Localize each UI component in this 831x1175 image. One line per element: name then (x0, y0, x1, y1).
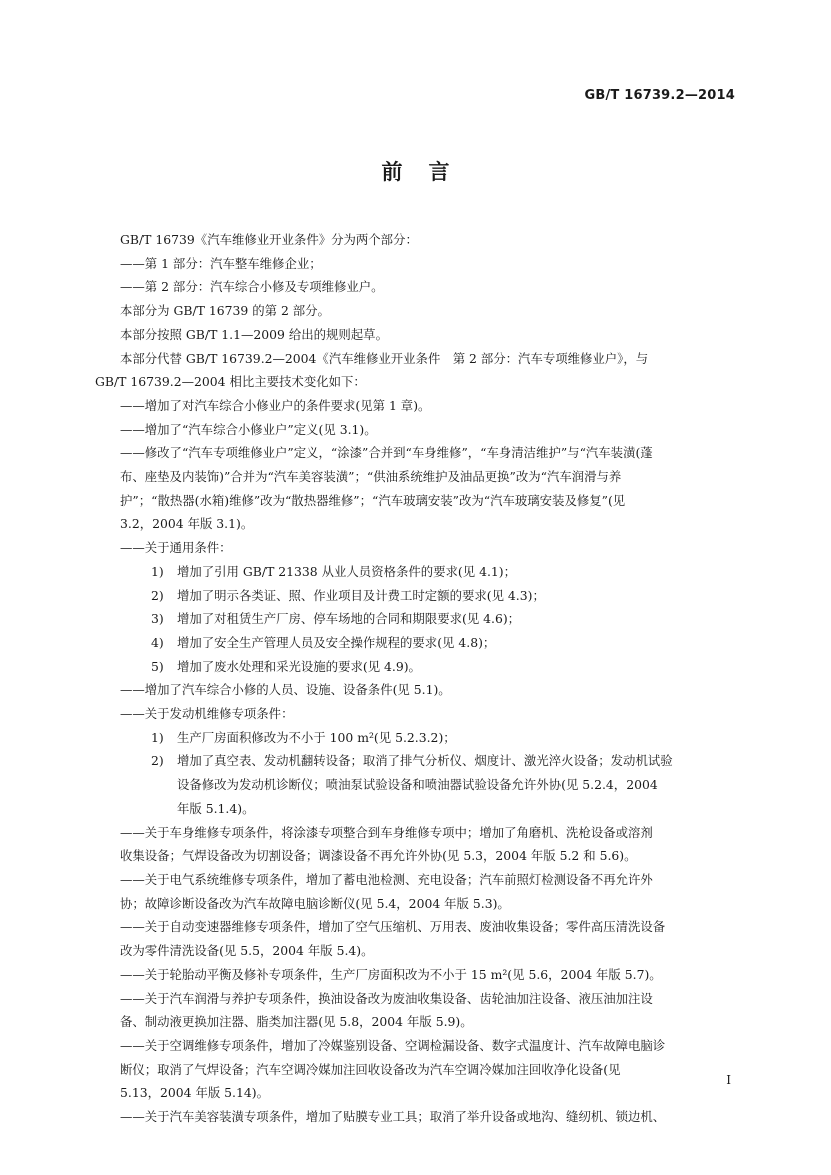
list-item: ——第 1 部分：汽车整车维修企业； (120, 255, 322, 271)
list-item-continuation: 5.13，2004 年版 5.14)。 (120, 1085, 269, 1101)
item-number: 4) (151, 634, 164, 650)
list-item-continuation: 收集设备；气焊设备改为切割设备；调漆设备不再允许外协(见 5.3，2004 年版 5.2 和 5.6)。 (120, 848, 637, 864)
item-number: 1) (151, 563, 164, 579)
list-item: ——修改了“汽车专项维修业户”定义，“涂漆”合并到“车身维修”，“车身清洁维护”与“汽车装潢(蓬 (120, 445, 653, 461)
list-item: ——关于轮胎动平衡及修补专项条件，生产厂房面积改为不小于 15 m²(见 5.6，2004 年版 5.7)。 (120, 966, 662, 982)
sub-list-item (95, 655, 743, 679)
list-item-continuation: 改为零件清洗设备(见 5.5，2004 年版 5.4)。 (120, 943, 374, 959)
sub-list-item (95, 607, 743, 631)
item-number: 2) (151, 753, 164, 769)
list-item-continuation: 协；故障诊断设备改为汽车故障电脑诊断仪(见 5.4，2004 年版 5.3)。 (120, 895, 510, 911)
list-item: ——第 2 部分：汽车综合小修及专项维修业户。 (120, 279, 384, 295)
item-text: 增加了明示各类证、照、作业项目及计费工时定额的要求(见 4.3)； (177, 587, 545, 603)
paragraph: 本部分按照 GB/T 1.1—2009 给出的规则起草。 (120, 326, 388, 342)
standard-code: GB/T 16739.2—2014 (584, 88, 735, 103)
item-text: 设备修改为发动机诊断仪；喷油泵试验设备和喷油器试验设备允许外协(见 5.2.4，2004 (177, 777, 658, 793)
list-item: ——关于电气系统维修专项条件，增加了蓄电池检测、充电设备；汽车前照灯检测设备不再允许外 (120, 871, 653, 887)
page-title: 前言 (381, 160, 476, 184)
paragraph: GB/T 16739《汽车维修业开业条件》分为两个部分： (120, 232, 418, 247)
document-body (95, 228, 743, 1129)
paragraph: GB/T 16739.2—2004 相比主要技术变化如下： (95, 374, 366, 390)
list-item-continuation: 护”；“散热器(水箱)维修”改为“散热器维修”；“汽车玻璃安装”改为“汽车玻璃安装及修复”(见 (120, 492, 626, 508)
paragraph: 本部分为 GB/T 16739 的第 2 部分。 (120, 303, 330, 319)
sub-list-item-continuation (95, 773, 743, 797)
page-number: I (726, 1073, 731, 1087)
list-item: ——关于汽车润滑与养护专项条件，换油设备改为废油收集设备、齿轮油加注设备、液压油加注设 (120, 990, 653, 1006)
sub-list-item (95, 631, 743, 655)
list-item-continuation: 断仪；取消了气焊设备；汽车空调冷媒加注回收设备改为汽车空调冷媒加注回收净化设备(见 (120, 1061, 621, 1077)
item-text: 年版 5.1.4)。 (177, 800, 255, 816)
item-text: 增加了废水处理和采光设施的要求(见 4.9)。 (177, 658, 421, 674)
list-item: ——增加了“汽车综合小修业户”定义(见 3.1)。 (120, 421, 377, 437)
sub-list-item (95, 749, 743, 773)
paragraph: 本部分代替 GB/T 16739.2—2004《汽车维修业开业条件 第 2 部分：汽车专项维修业户》，与 (120, 350, 649, 366)
list-item: ——关于通用条件： (120, 540, 232, 556)
item-number: 5) (151, 658, 164, 674)
sub-list-item (95, 560, 743, 584)
sub-list-item (95, 584, 743, 608)
list-item: ——增加了对汽车综合小修业户的条件要求(见第 1 章)。 (120, 397, 431, 413)
list-item-continuation: 布、座垫及内装饰)”合并为“汽车美容装潢”；“供油系统维护及油品更换”改为“汽车润滑与养 (120, 469, 622, 485)
list-item-continuation: 3.2，2004 年版 3.1)。 (120, 516, 254, 532)
item-number: 1) (151, 729, 164, 745)
item-text: 增加了对租赁生产厂房、停车场地的合同和期限要求(见 4.6)； (177, 611, 521, 627)
list-item: ——关于车身维修专项条件，将涂漆专项整合到车身维修专项中；增加了角磨机、洗枪设备或溶剂 (120, 824, 653, 840)
list-item: ——关于空调维修专项条件，增加了冷媒鉴别设备、空调检漏设备、数字式温度计、汽车故障电脑诊 (120, 1037, 666, 1053)
item-number: 3) (151, 611, 164, 627)
sub-list-item (95, 726, 743, 750)
list-item: ——关于汽车美容装潢专项条件，增加了贴膜专业工具；取消了举升设备或地沟、缝纫机、锁边机、 (120, 1109, 666, 1125)
list-item: ——关于自动变速器维修专项条件，增加了空气压缩机、万用表、废油收集设备；零件高压清洗设备 (120, 919, 666, 935)
item-text: 增加了真空表、发动机翻转设备；取消了排气分析仪、烟度计、激光淬火设备；发动机试验 (177, 753, 673, 769)
list-item-continuation: 备、制动液更换加注器、脂类加注器(见 5.8，2004 年版 5.9)。 (120, 1014, 473, 1030)
item-number: 2) (151, 587, 164, 603)
list-item: ——关于发动机维修专项条件： (120, 706, 294, 722)
item-text: 增加了安全生产管理人员及安全操作规程的要求(见 4.8)； (177, 634, 496, 650)
item-text: 增加了引用 GB/T 21338 从业人员资格条件的要求(见 4.1)； (177, 563, 517, 579)
list-item: ——增加了汽车综合小修的人员、设施、设备条件(见 5.1)。 (120, 682, 451, 698)
sub-list-item-continuation (95, 797, 743, 821)
item-text: 生产厂房面积修改为不小于 100 m²(见 5.2.3.2)； (177, 729, 456, 745)
